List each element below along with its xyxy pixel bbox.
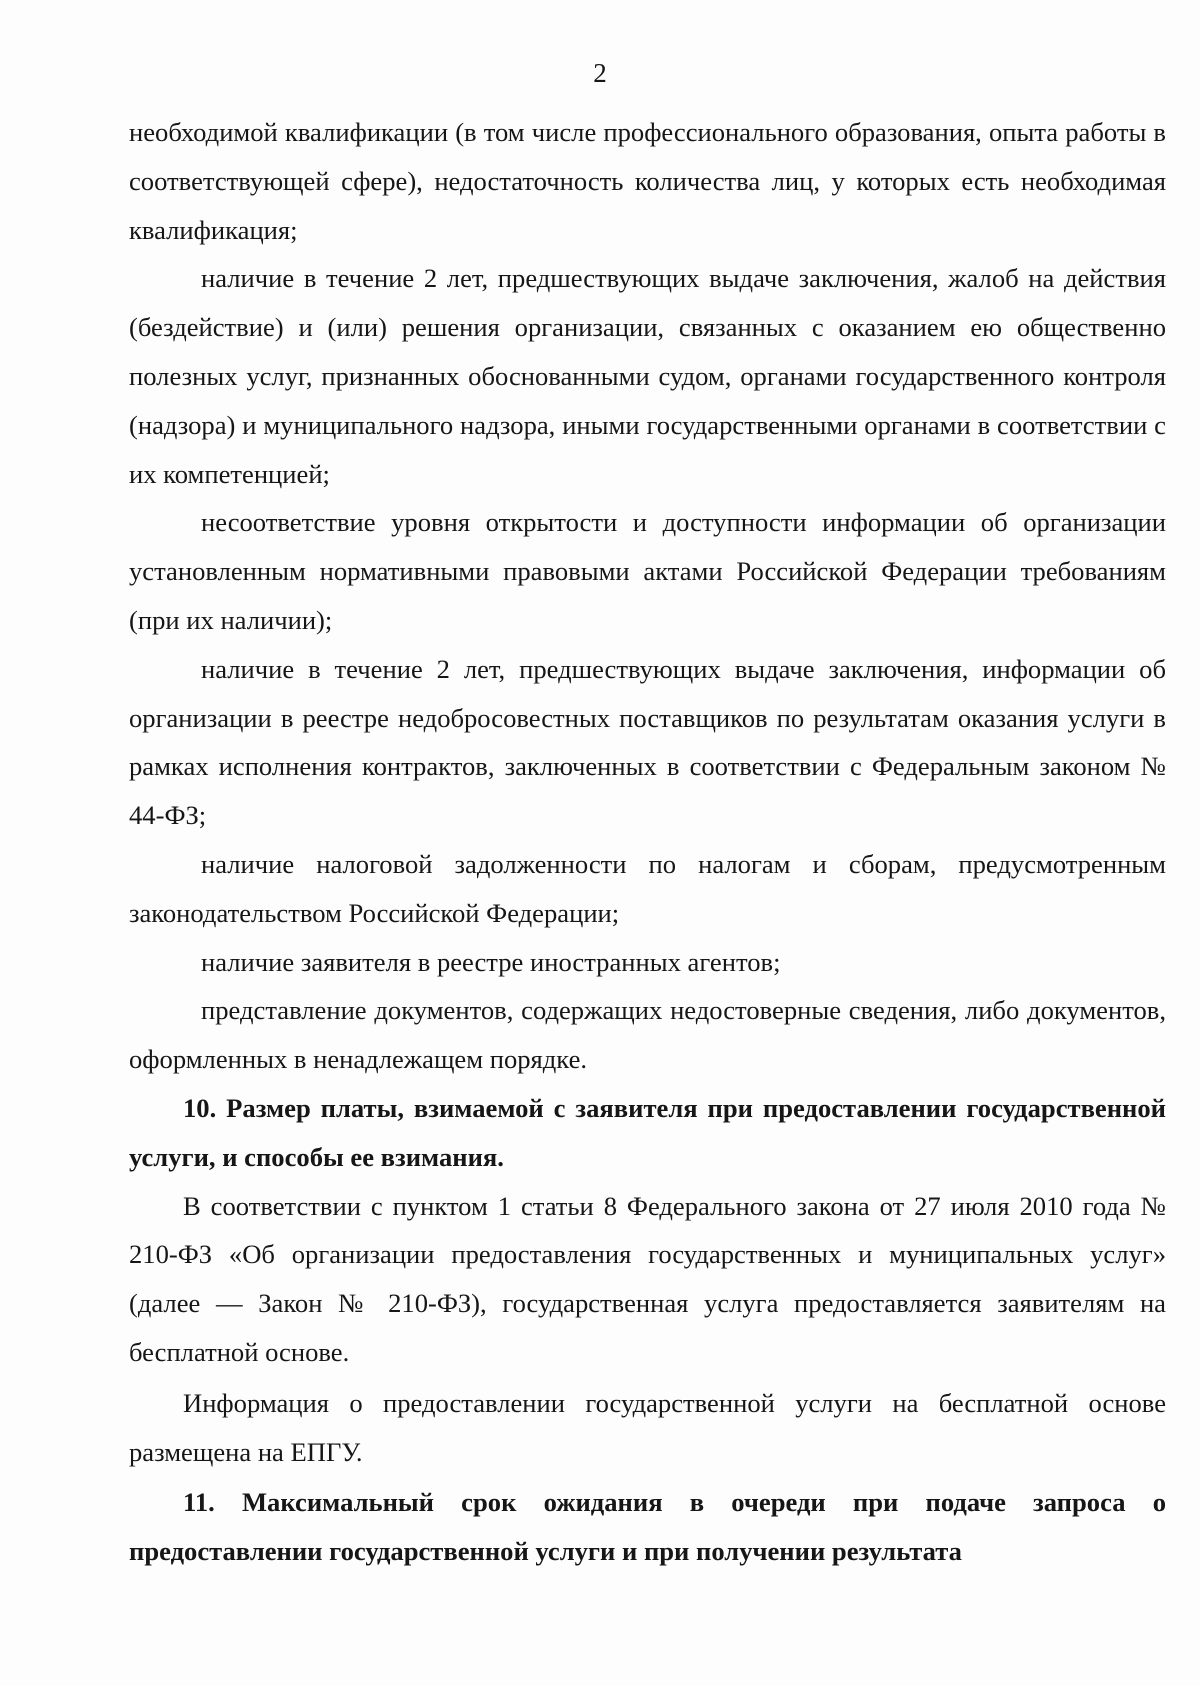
section-heading-11: 11. Максимальный срок ожидания в очереди при подаче запроса о предоставлении государственной услуги и при получении результата	[129, 1487, 1166, 1567]
paragraph: необходимой квалификации (в том числе профессионального образования, опыта работы в соответствующей сфере), недостаточность количества лиц, у которых есть необходимая квалификация;	[129, 117, 1166, 245]
paragraph: представление документов, содержащих недостоверные сведения, либо документов, оформленных в ненадлежащем порядке.	[129, 995, 1166, 1075]
page-number: 2	[593, 58, 607, 88]
paragraph: наличие в течение 2 лет, предшествующих выдаче заключения, информации об организации в реестре недобросовестных поставщиков по результатам оказания услуги в рамках исполнения контрактов, заключенных в соответствии с Федеральным законом № 44-ФЗ;	[129, 653, 1166, 831]
paragraph: наличие налоговой задолженности по налогам и сборам, предусмотренным законодательством Российской Федерации;	[129, 848, 1166, 928]
section-heading-10: 10. Размер платы, взимаемой с заявителя при предоставлении государственной услуги, и способы ее взимания.	[129, 1092, 1166, 1172]
paragraph: наличие в течение 2 лет, предшествующих выдаче заключения, жалоб на действия (бездействие) и (или) решения организации, связанных с оказанием ею общественно полезных услуг, признанных обоснованными судом, органами государственного контроля (надзора) и муниципального надзора, иными государственными органами в соответствии с их компетенцией;	[129, 263, 1166, 489]
paragraph: несоответствие уровня открытости и доступности информации об организации установленным нормативными правовыми актами Российской Федерации требованиям (при их наличии);	[129, 507, 1166, 635]
paragraph: В соответствии с пунктом 1 статьи 8 Федерального закона от 27 июля 2010 года № 210-ФЗ «Об организации предоставления государственных и муниципальных услуг» (далее — Закон № 210-ФЗ), государственная услуга предоставляется заявителям на бесплатной основе.	[129, 1190, 1166, 1367]
document-body	[129, 108, 1166, 1576]
paragraph: Информация о предоставлении государственной услуги на бесплатной основе размещена на ЕПГУ.	[129, 1387, 1166, 1467]
paragraph: наличие заявителя в реестре иностранных агентов;	[201, 946, 781, 977]
